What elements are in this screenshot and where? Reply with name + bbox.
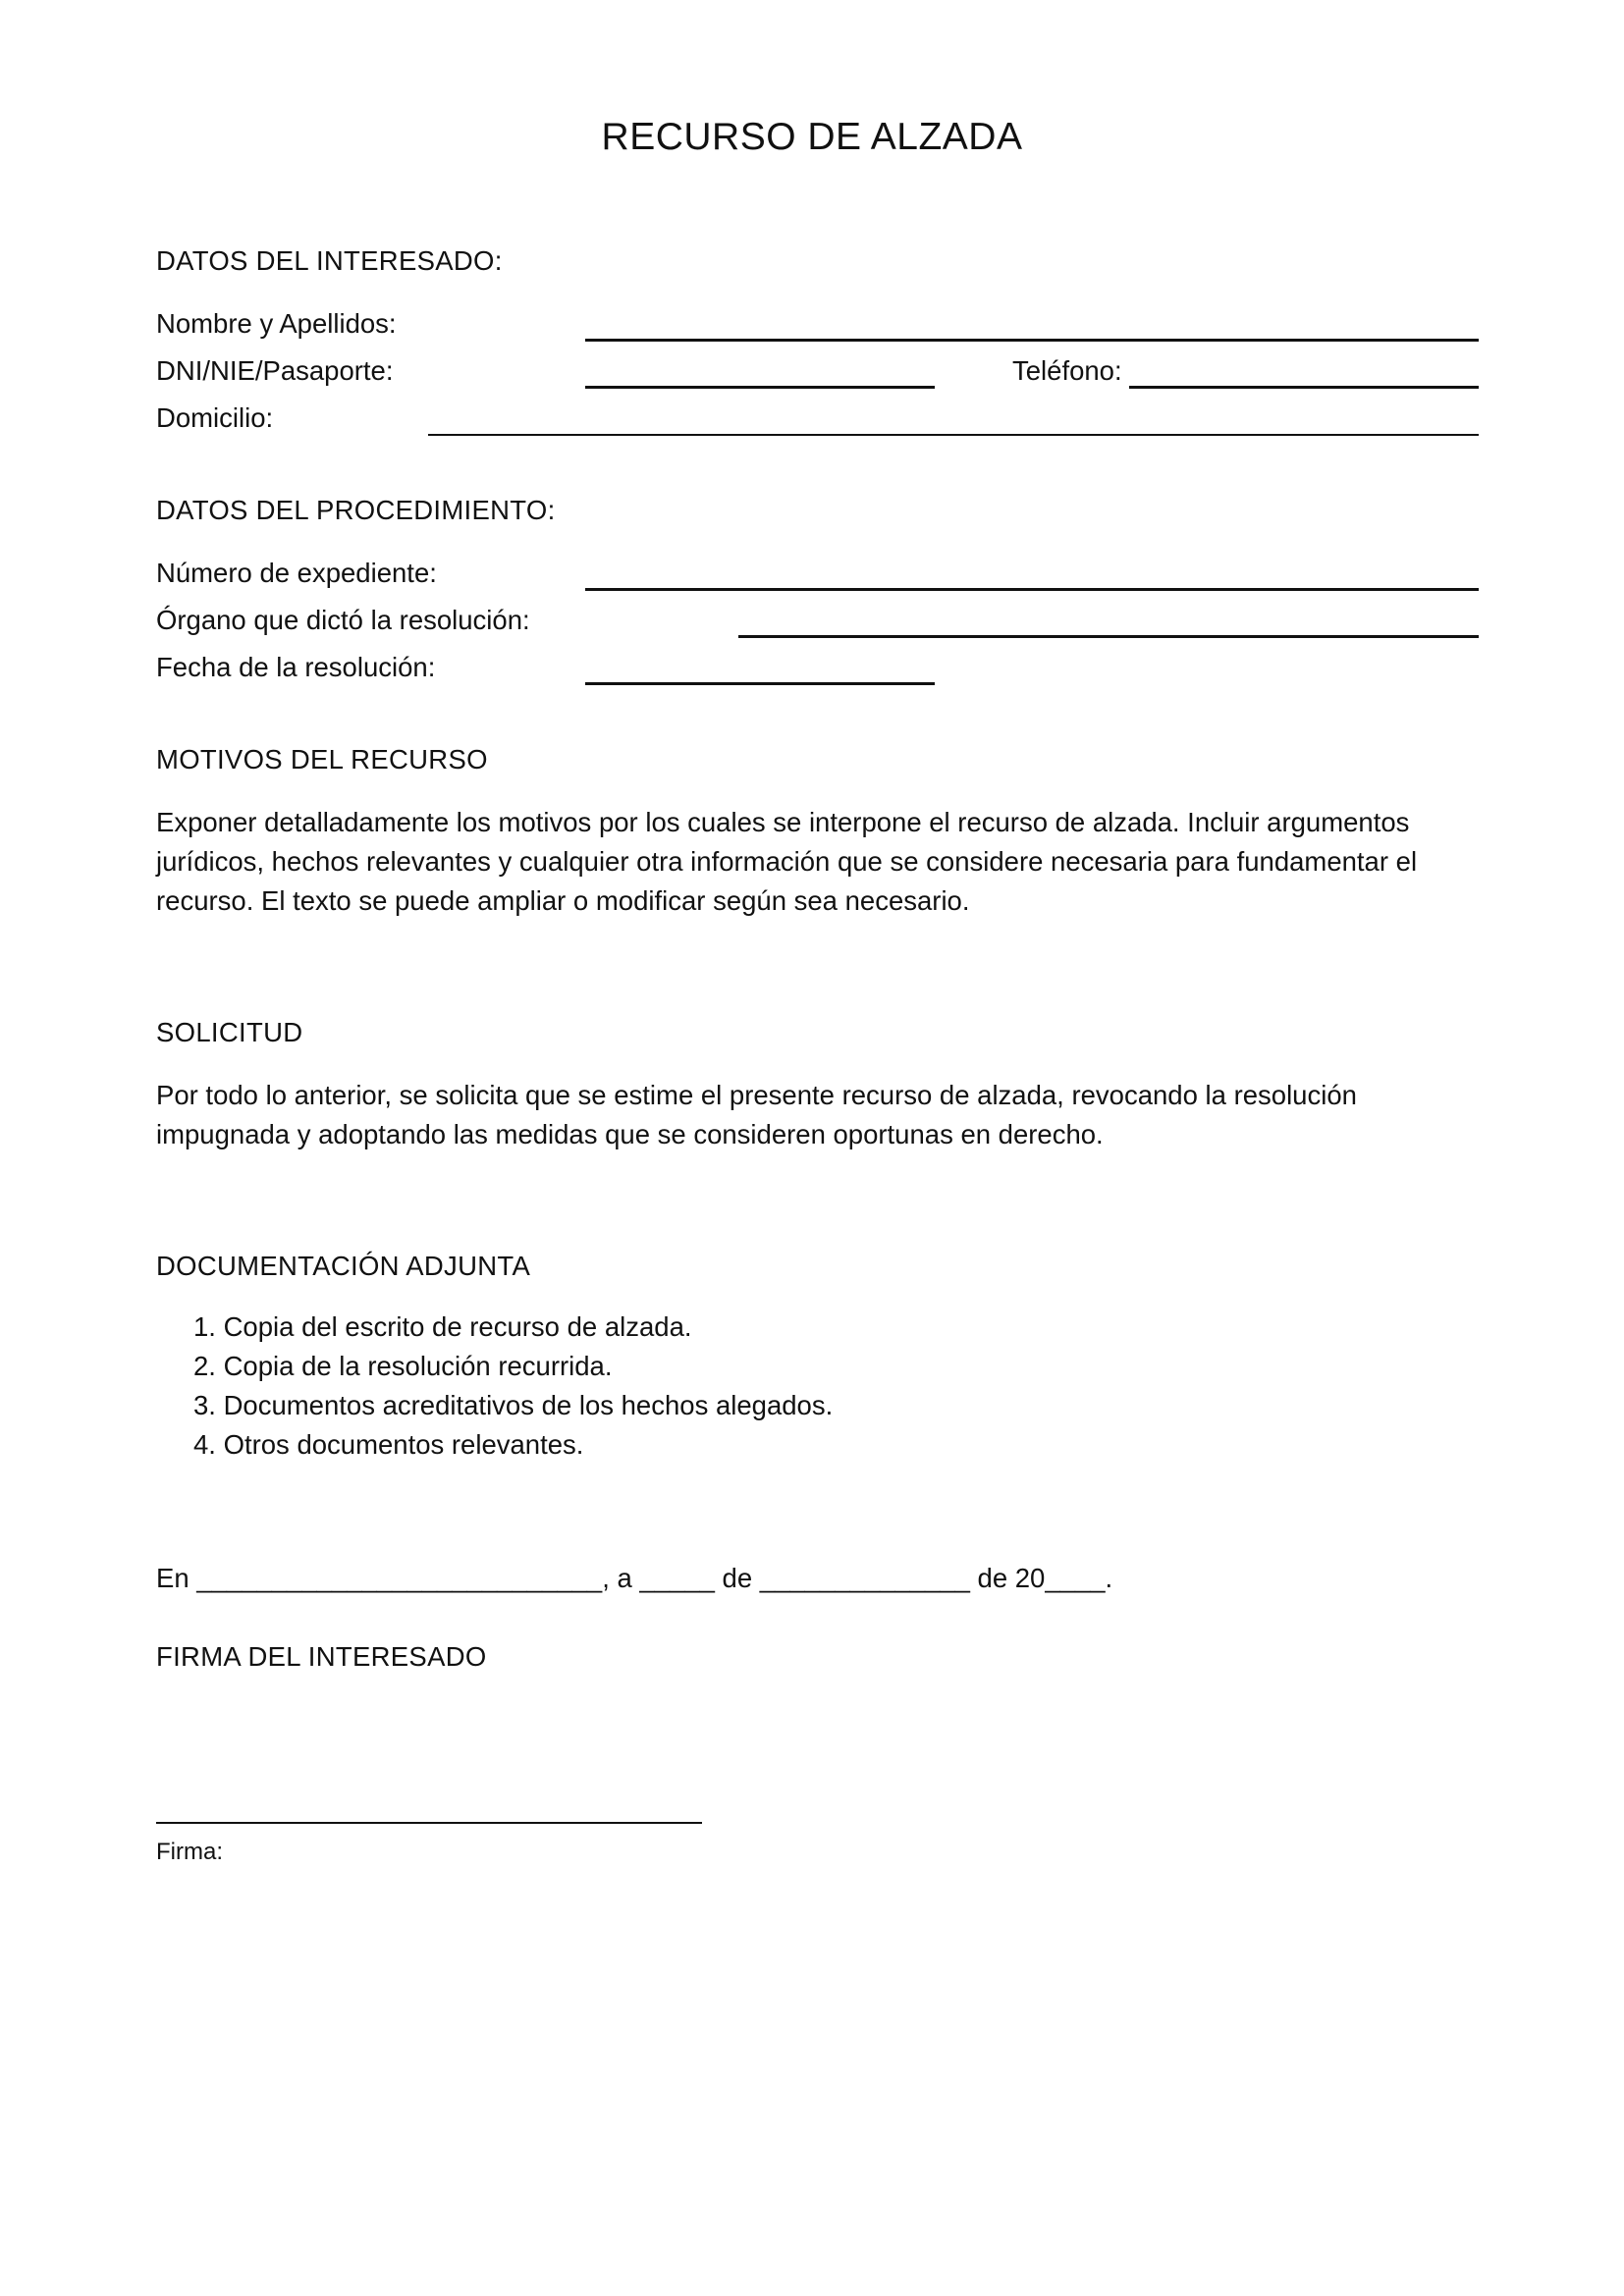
- solicitud-line: impugnada y adoptando las medidas que se consideren oportunas en derecho.: [156, 1119, 1104, 1149]
- domicilio-field-line[interactable]: [428, 434, 1479, 436]
- signature-line[interactable]: [156, 1822, 702, 1824]
- motivos-line: jurídicos, hechos relevantes y cualquier otra información que se considere necesaria para fundamentar el: [156, 846, 1418, 877]
- motivos-paragraph: [156, 803, 1482, 921]
- fecha-label: Fecha de la resolución:: [156, 652, 436, 682]
- expediente-field-line[interactable]: [585, 588, 1479, 591]
- motivos-line: recurso. El texto se puede ampliar o modificar según sea necesario.: [156, 885, 970, 916]
- section-heading-firma: FIRMA DEL INTERESADO: [156, 1641, 487, 1672]
- lugar-fecha-line[interactable]: En ___________________________, a _____ de ______________ de 20____.: [156, 1563, 1113, 1593]
- telefono-label: Teléfono:: [1012, 355, 1122, 386]
- section-heading-solicitud: SOLICITUD: [156, 1017, 303, 1047]
- organo-field-line[interactable]: [738, 635, 1479, 638]
- signature-label: Firma:: [156, 1839, 223, 1865]
- expediente-label: Número de expediente:: [156, 558, 437, 588]
- documentacion-list-item: 1. Copia del escrito de recurso de alzada.: [193, 1311, 692, 1342]
- section-heading-procedimiento: DATOS DEL PROCEDIMIENTO:: [156, 495, 556, 525]
- section-heading-motivos: MOTIVOS DEL RECURSO: [156, 744, 488, 774]
- fecha-field-line[interactable]: [585, 682, 935, 685]
- dni-label: DNI/NIE/Pasaporte:: [156, 355, 394, 386]
- documentacion-list-item: 2. Copia de la resolución recurrida.: [193, 1351, 613, 1381]
- nombre-field-line[interactable]: [585, 339, 1479, 342]
- documentacion-list-item: 3. Documentos acreditativos de los hechos alegados.: [193, 1390, 834, 1420]
- section-heading-documentacion: DOCUMENTACIÓN ADJUNTA: [156, 1251, 531, 1281]
- motivos-line: Exponer detalladamente los motivos por los cuales se interpone el recurso de alzada. Incluir argumentos: [156, 807, 1410, 837]
- section-heading-interesado: DATOS DEL INTERESADO:: [156, 245, 503, 276]
- dni-field-line[interactable]: [585, 386, 935, 389]
- solicitud-line: Por todo lo anterior, se solicita que se estime el presente recurso de alzada, revocando la resolución: [156, 1080, 1357, 1110]
- nombre-label: Nombre y Apellidos:: [156, 308, 397, 339]
- document-title: RECURSO DE ALZADA: [601, 116, 1023, 158]
- domicilio-label: Domicilio:: [156, 402, 274, 433]
- documentacion-list-item: 4. Otros documentos relevantes.: [193, 1429, 584, 1460]
- telefono-field-line[interactable]: [1129, 386, 1479, 389]
- organo-label: Órgano que dictó la resolución:: [156, 605, 530, 635]
- solicitud-paragraph: [156, 1076, 1482, 1154]
